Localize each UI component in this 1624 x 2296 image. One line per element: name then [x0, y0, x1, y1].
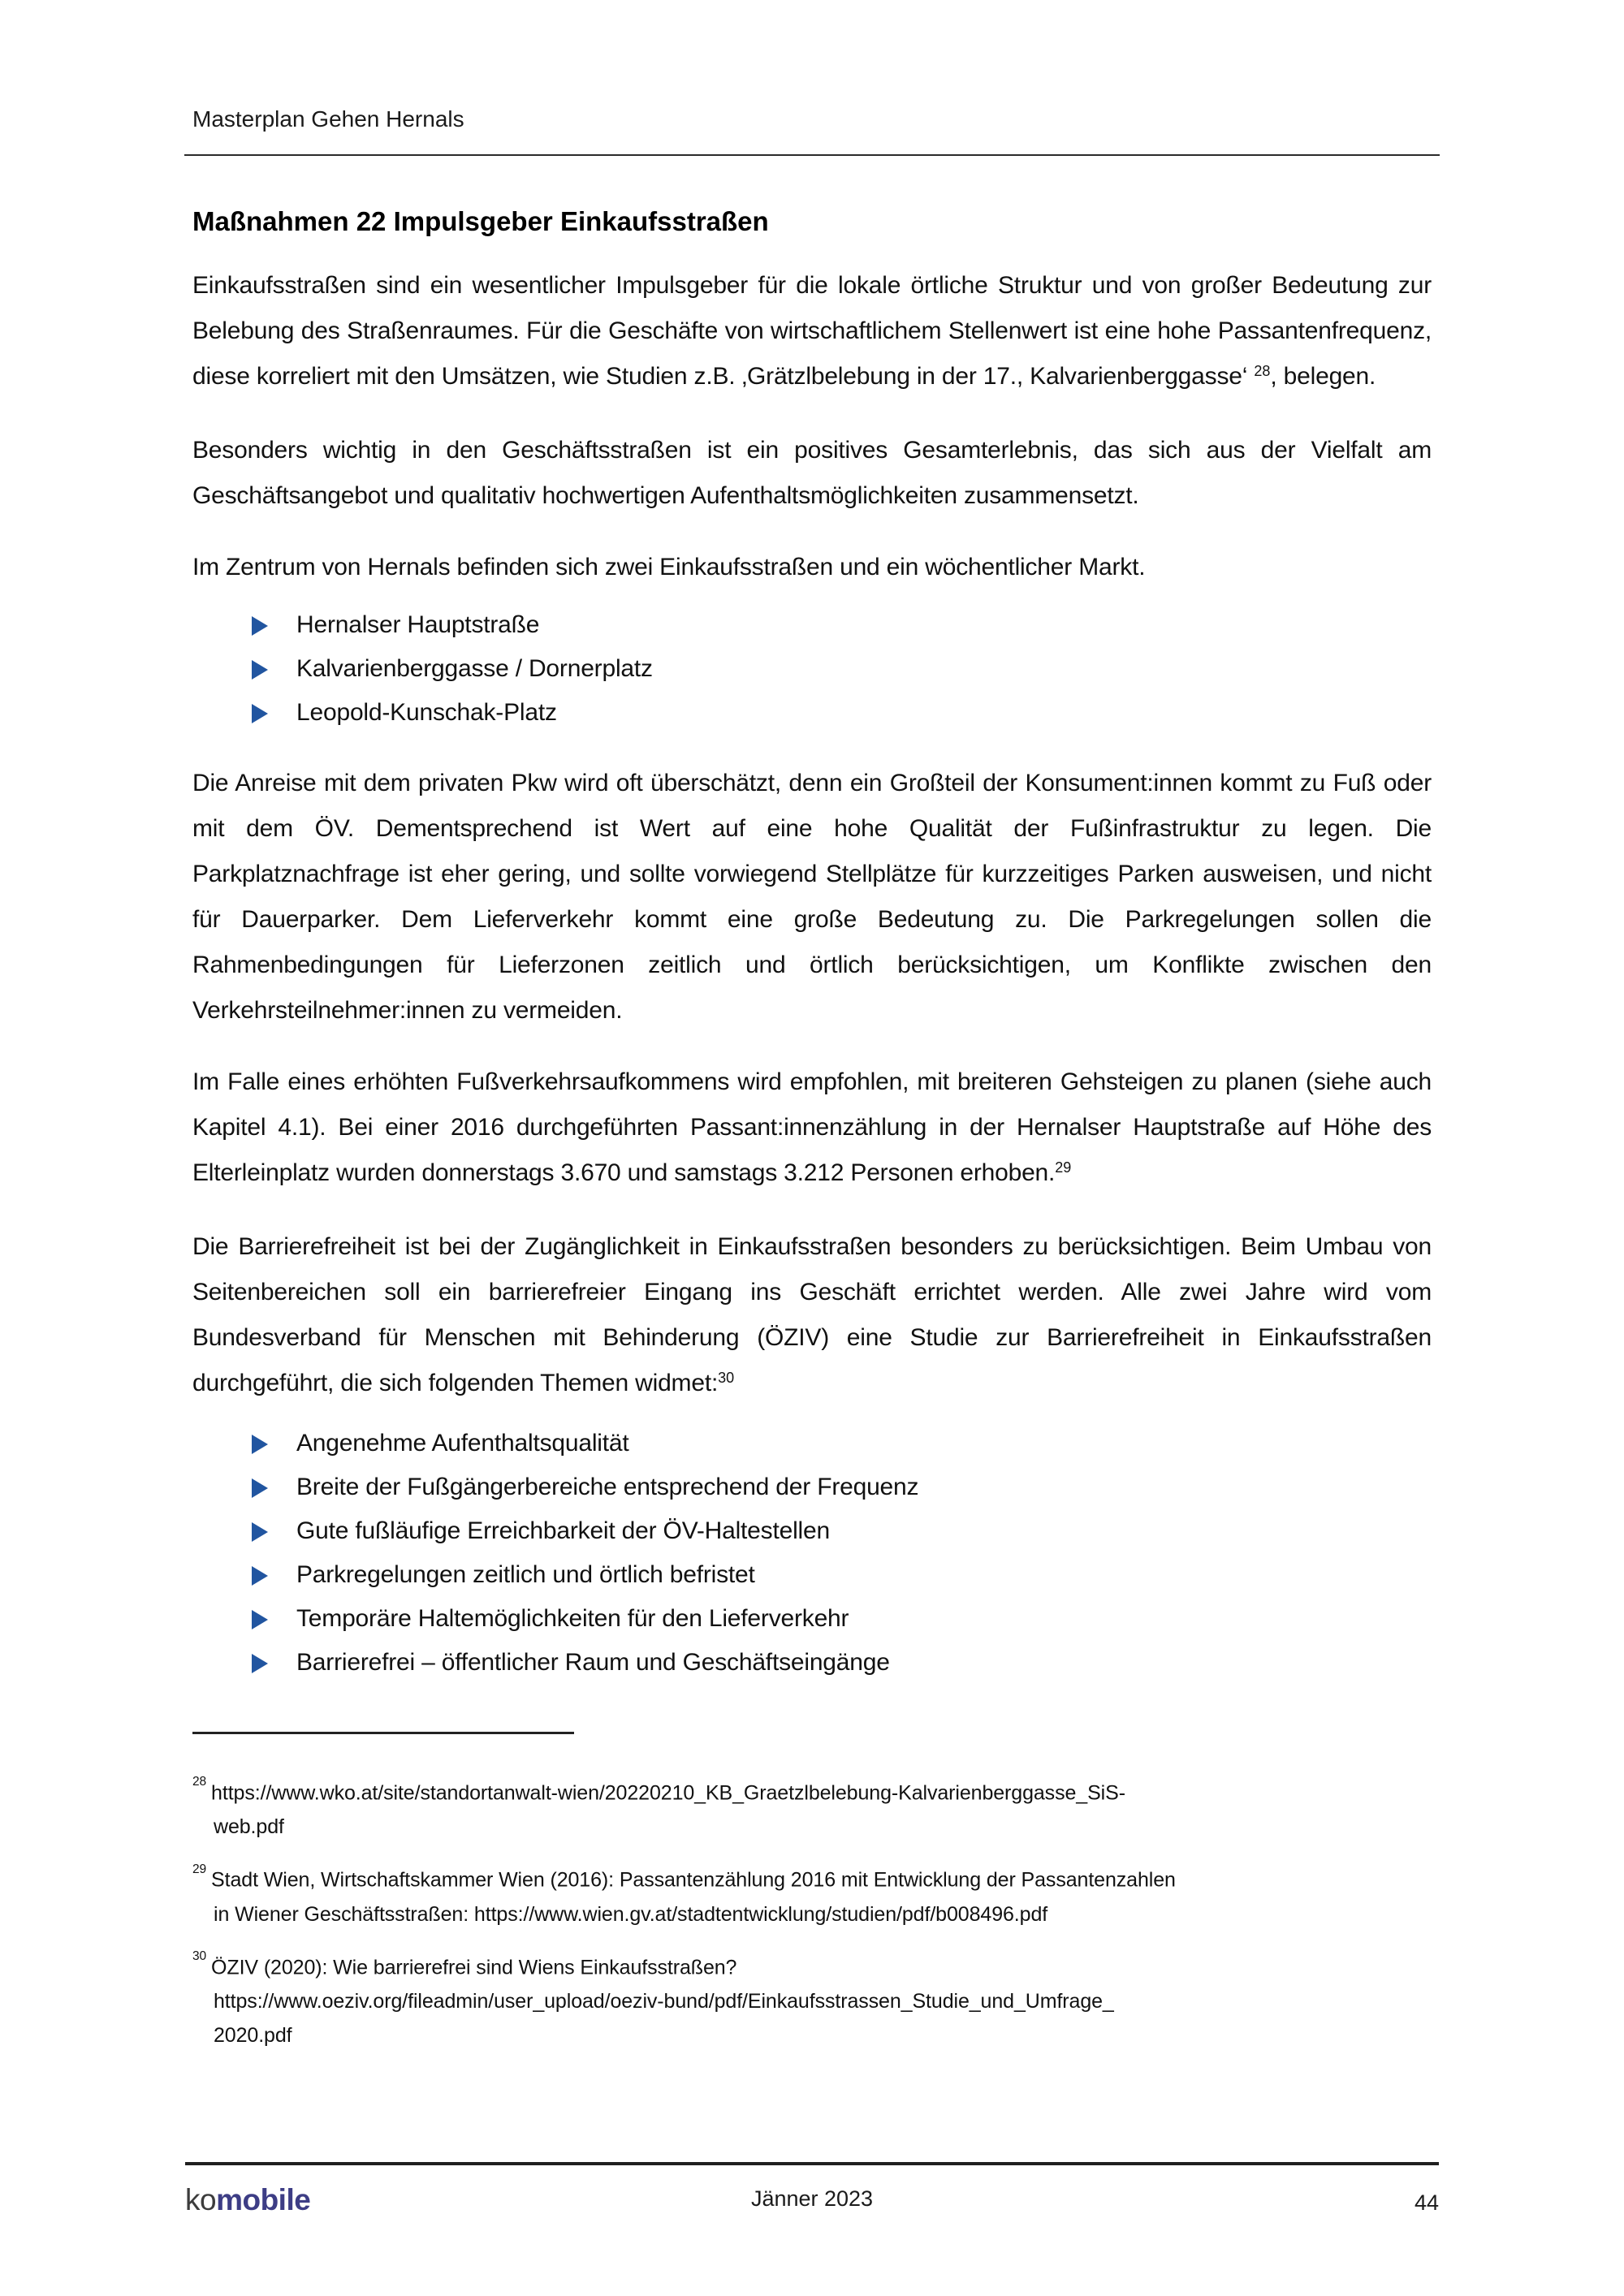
- paragraph-anreise: Die Anreise mit dem privaten Pkw wird oft überschätzt, denn ein Großteil der Konsument:innen kommt zu Fuß oder mit dem ÖV. Dementsprechend ist Wert auf eine hohe Qualität der Fußinfrastruktur zu legen. Die Parkplatznachfrage ist eher gering, und sollte vorwiegend Stellplätze für kurzzeitiges Parken ausweisen, und nicht für Dauerparker. Dem Lieferverkehr kommt eine große Bedeutung zu. Die Parkregelungen sollen die Rahmenbedingungen für Lieferzonen zeitlich und örtlich berücksichtigen, um Konflikte zwischen den Verkehrsteilnehmer:innen zu vermeiden.: [192, 770, 1432, 1024]
- footnote-text: https://www.wko.at/site/standortanwalt-wien/20220210_KB_Graetzlbelebung-Kalvarienberggasse_SiS-: [211, 1781, 1125, 1805]
- bullet-triangle-icon: [252, 1610, 268, 1629]
- list-item: [192, 691, 1432, 735]
- list-item-label: Leopold-Kunschak-Platz: [296, 699, 557, 726]
- footnote-ref-28: 28: [1254, 363, 1271, 380]
- paragraph-text: , belegen.: [1270, 363, 1376, 390]
- footnote-ref-30: 30: [718, 1370, 735, 1387]
- bullet-triangle-icon: [252, 1522, 268, 1542]
- list-item: [192, 1553, 1432, 1597]
- bullet-triangle-icon: [252, 1654, 268, 1673]
- list-item: [192, 1465, 1432, 1509]
- footnote-29: [192, 1858, 1432, 1931]
- logo-mobile: mobile: [216, 2183, 311, 2216]
- paragraph-einkaufsstrassen: [192, 263, 1432, 402]
- list-item: [192, 1422, 1432, 1465]
- bullet-triangle-icon: [252, 704, 268, 723]
- list-einkaufsstrassen: [192, 603, 1432, 735]
- bullet-triangle-icon: [252, 660, 268, 680]
- paragraph-fussverkehr: [192, 1060, 1432, 1198]
- list-item-label: Barrierefrei – öffentlicher Raum und Geschäftseingänge: [296, 1649, 890, 1676]
- paragraph-text: Einkaufsstraßen sind ein wesentlicher Impulsgeber für die lokale örtliche Struktur und von großer Bedeutung zur Belebung des Straßenraumes. Für die Geschäfte von wirtschaftlichem Stellenwert ist eine hohe Passantenfrequenz, diese korreliert mit den Umsätzen, wie Studien z.B. ‚Grätzlbelebung in der 17., Kalvarienberggasse‘: [192, 272, 1432, 390]
- list-item: [192, 1509, 1432, 1553]
- footnote-marker: 30: [192, 1949, 207, 1963]
- logo-ko: ko: [185, 2183, 217, 2216]
- bullet-triangle-icon: [252, 1566, 268, 1586]
- list-item: [192, 603, 1432, 647]
- footer-row: [185, 2165, 1439, 2217]
- footnote-text: ÖZIV (2020): Wie barrierefrei sind Wiens Einkaufsstraßen?: [211, 1955, 737, 1979]
- list-item-label: Temporäre Haltemöglichkeiten für den Lieferverkehr: [296, 1605, 849, 1632]
- footnote-text: 2020.pdf: [214, 2023, 292, 2047]
- list-item-label: Hernalser Hauptstraße: [296, 611, 540, 638]
- list-item-label: Angenehme Aufenthaltsqualität: [296, 1430, 629, 1457]
- footnotes-section: [192, 1772, 1432, 2052]
- list-item-label: Parkregelungen zeitlich und örtlich befristet: [296, 1561, 755, 1588]
- bullet-triangle-icon: [252, 616, 268, 636]
- paragraph-gesamterlebnis: Besonders wichtig in den Geschäftsstraßen ist ein positives Gesamterlebnis, das sich aus der Vielfalt am Geschäftsangebot und qualitativ hochwertigen Aufenthaltsmöglichkeiten zusammensetzt.: [192, 437, 1432, 509]
- footnote-text: in Wiener Geschäftsstraßen: https://www.wien.gv.at/stadtentwicklung/studien/pdf/b008496.pdf: [214, 1902, 1048, 1926]
- paragraph-zentrum: Im Zentrum von Hernals befinden sich zwei Einkaufsstraßen und ein wöchentlicher Markt.: [192, 554, 1146, 580]
- paragraph-barrierefreiheit: [192, 1224, 1432, 1409]
- footnote-line: [192, 1946, 1432, 1984]
- bullet-triangle-icon: [252, 1478, 268, 1498]
- footer-page-number: 44: [1414, 2190, 1439, 2215]
- list-themen: [192, 1422, 1432, 1685]
- section-heading: Maßnahmen 22 Impulsgeber Einkaufsstraßen: [192, 206, 769, 236]
- bullet-triangle-icon: [252, 1435, 268, 1454]
- footnote-text: web.pdf: [214, 1815, 284, 1839]
- footnote-line: [192, 1858, 1432, 1897]
- page-footer: [185, 2162, 1439, 2217]
- footnote-28: [192, 1772, 1432, 1844]
- footnote-marker: 29: [192, 1862, 207, 1876]
- list-item: [192, 647, 1432, 691]
- footer-date: Jänner 2023: [750, 2186, 874, 2211]
- footnote-line: [192, 1772, 1432, 1810]
- footnote-ref-29: 29: [1055, 1159, 1072, 1176]
- footnote-text: Stadt Wien, Wirtschaftskammer Wien (2016): Passantenzählung 2016 mit Entwicklung der Passantenzahlen: [211, 1868, 1176, 1892]
- footnote-marker: 28: [192, 1775, 207, 1789]
- footnote-separator: [192, 1732, 574, 1734]
- list-item-label: Breite der Fußgängerbereiche entsprechend der Frequenz: [296, 1474, 919, 1500]
- paragraph-text: Die Barrierefreiheit ist bei der Zugänglichkeit in Einkaufsstraßen besonders zu berücksichtigen. Beim Umbau von Seitenbereichen soll ein barrierefreier Eingang ins Geschäft errichtet werden. Alle zwei Jahre wird vom Bundesverband für Menschen mit Behinderung (ÖZIV) eine Studie zur Barrierefreiheit in Einkaufsstraßen durchgeführt, die sich folgenden Themen widmet:: [192, 1233, 1432, 1396]
- list-item-label: Kalvarienberggasse / Dornerplatz: [296, 655, 653, 682]
- list-item-label: Gute fußläufige Erreichbarkeit der ÖV-Haltestellen: [296, 1517, 830, 1544]
- list-item: [192, 1641, 1432, 1685]
- footnote-text: https://www.oeziv.org/fileadmin/user_upload/oeziv-bund/pdf/Einkaufsstrassen_Studie_und_Umfrage_: [214, 1989, 1114, 2013]
- paragraph-text: Im Falle eines erhöhten Fußverkehrsaufkommens wird empfohlen, mit breiteren Gehsteigen zu planen (siehe auch Kapitel 4.1). Bei einer 2016 durchgeführten Passant:innenzählung in der Hernalser Hauptstraße auf Höhe des Elterleinplatz wurden donnerstags 3.670 und samstags 3.212 Personen erhoben.: [192, 1068, 1432, 1186]
- running-header: Masterplan Gehen Hernals: [192, 106, 464, 132]
- header-rule: [184, 154, 1440, 156]
- footnote-30: [192, 1946, 1432, 2052]
- list-item: [192, 1597, 1432, 1641]
